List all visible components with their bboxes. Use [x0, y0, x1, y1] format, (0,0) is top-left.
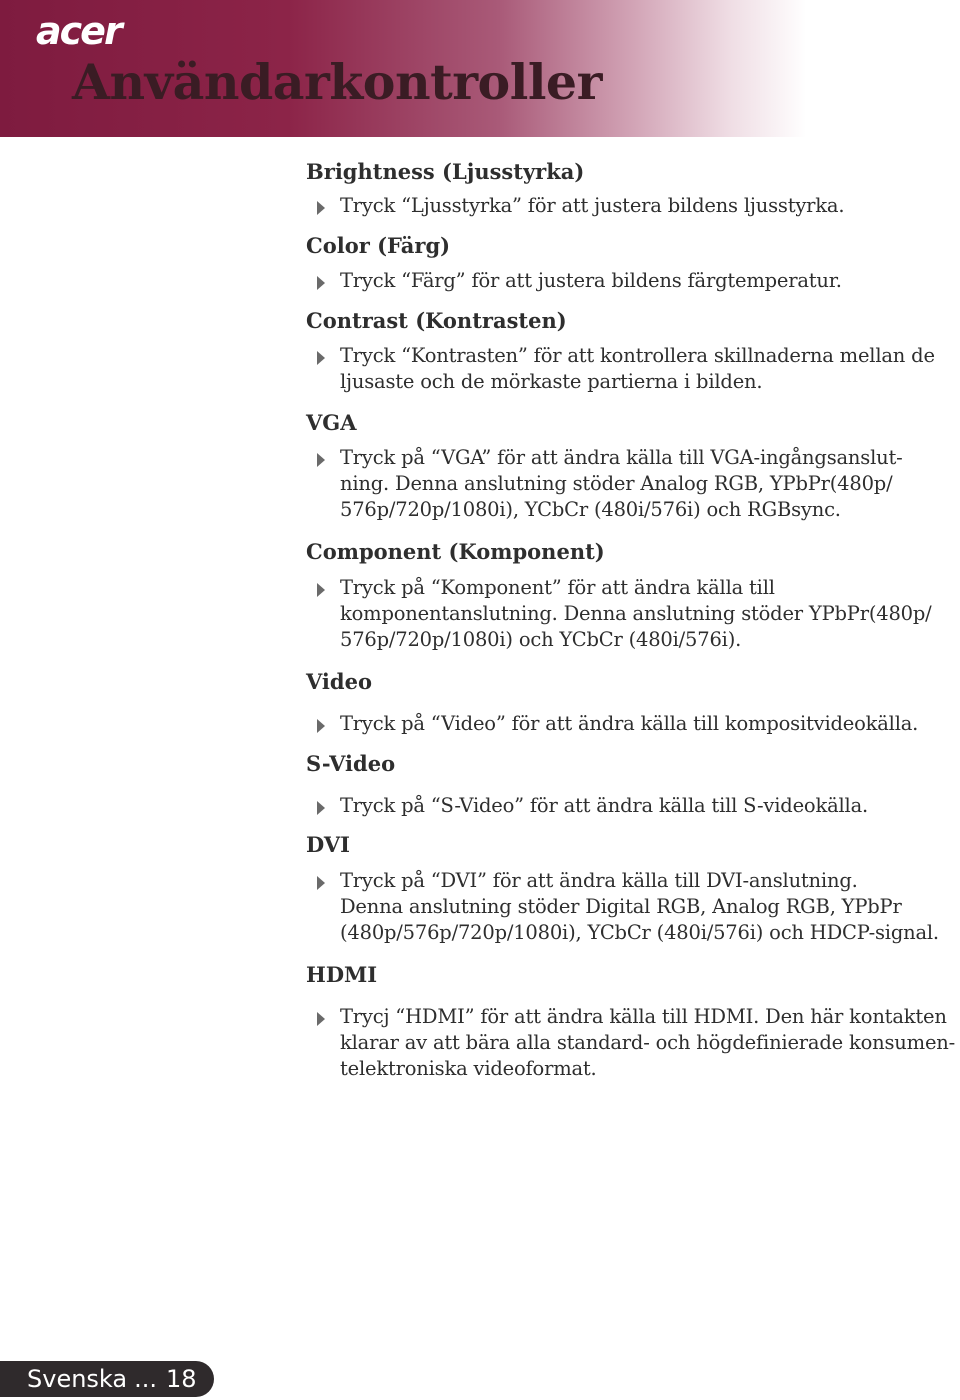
body-line: 576p/720p/1080i), YCbCr (480i/576i) och RGBsync.: [340, 498, 841, 521]
body-line: Tryck “Ljusstyrka” för att justera bildens ljusstyrka.: [340, 194, 845, 217]
bullet-arrow-icon: [317, 201, 325, 215]
body-line: ljusaste och de mörkaste partierna i bilden.: [340, 370, 763, 393]
section-heading-contrast: Contrast (Kontrasten): [306, 308, 567, 333]
body-line: (480p/576p/720p/1080i), YCbCr (480i/576i) och HDCP-signal.: [340, 921, 939, 944]
body-line: 576p/720p/1080i) och YCbCr (480i/576i).: [340, 628, 742, 651]
section-heading-hdmi: HDMI: [306, 962, 378, 987]
section-heading-dvi: DVI: [306, 832, 350, 857]
body-line: Tryck “Färg” för att justera bildens färgtemperatur.: [340, 269, 842, 292]
bullet-arrow-icon: [317, 1012, 325, 1026]
page-title: Användarkontroller: [72, 53, 602, 111]
bullet-arrow-icon: [317, 801, 325, 815]
section-heading-vga: VGA: [306, 410, 357, 435]
section-heading-s-video: S-Video: [306, 751, 396, 776]
page-footer: [0, 1361, 214, 1397]
acer-logo: acer: [36, 9, 121, 53]
body-line: Tryck på “S-Video” för att ändra källa till S-videokälla.: [340, 794, 868, 817]
bullet-arrow-icon: [317, 583, 325, 597]
bullet-arrow-icon: [317, 719, 325, 733]
body-line: telektroniska videoformat.: [340, 1057, 597, 1080]
section-heading-color: Color (Färg): [306, 233, 451, 258]
body-line: Tryck på “DVI” för att ändra källa till DVI-anslutning.: [340, 869, 858, 892]
body-line: Denna anslutning stöder Digital RGB, Analog RGB, YPbPr: [340, 895, 902, 918]
footer-label: [27, 1364, 197, 1394]
section-heading-component: Component (Komponent): [306, 539, 605, 564]
section-heading-video: Video: [306, 669, 372, 694]
body-line: Tryck “Kontrasten” för att kontrollera skillnaderna mellan de: [340, 344, 935, 367]
bullet-arrow-icon: [317, 351, 325, 365]
footer-page-number: 18: [166, 1365, 197, 1393]
body-line: Tryck på “Video” för att ändra källa till kompositvideokälla.: [340, 712, 919, 735]
body-line: ning. Denna anslutning stöder Analog RGB, YPbPr(480p/: [340, 472, 893, 495]
body-line: Tryck på “VGA” för att ändra källa till VGA-ingångsanslut-: [340, 446, 903, 469]
body-line: komponentanslutning. Denna anslutning stöder YPbPr(480p/: [340, 602, 932, 625]
header-banner: [0, 0, 960, 137]
bullet-arrow-icon: [317, 453, 325, 467]
body-line: Trycj “HDMI” för att ändra källa till HDMI. Den här kontakten: [340, 1005, 947, 1028]
bullet-arrow-icon: [317, 876, 325, 890]
bullet-arrow-icon: [317, 276, 325, 290]
body-line: klarar av att bära alla standard- och högdefinierade konsumen-: [340, 1031, 956, 1054]
footer-language: Svenska: [27, 1365, 128, 1393]
body-line: Tryck på “Komponent” för att ändra källa till: [340, 576, 775, 599]
section-heading-brightness: Brightness (Ljusstyrka): [306, 159, 585, 184]
footer-separator: ...: [134, 1365, 157, 1393]
